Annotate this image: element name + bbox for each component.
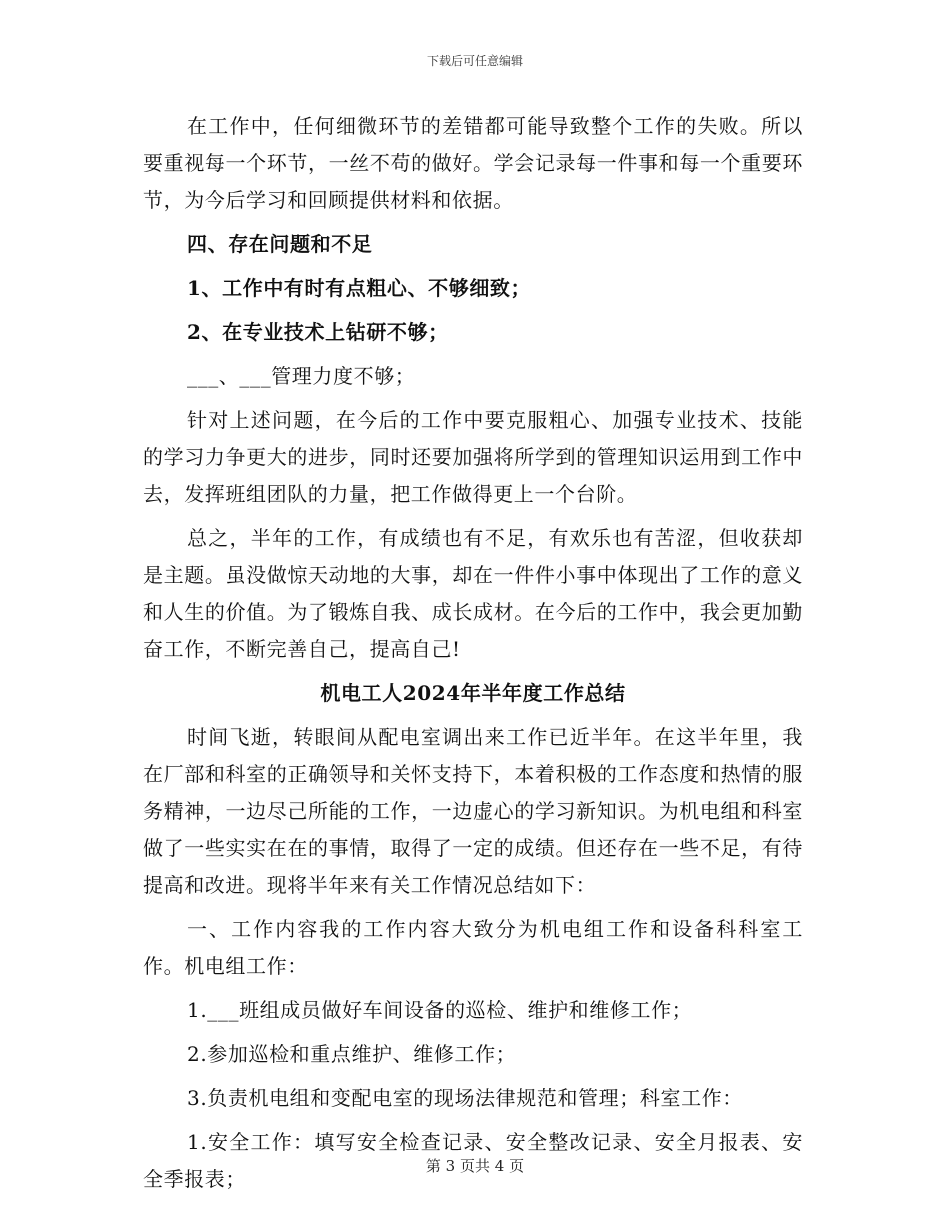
work-item-2: 2.参加巡检和重点维护、维修工作； bbox=[187, 1042, 517, 1066]
paragraph-conclusion: 总之，半年的工作，有成绩也有不足，有欢乐也有苦涩，但收获却是主题。虽没做惊天动地的大事，却在一件件小事中体现出了工作的意义和人生的价值。为了锻炼自我、成长成材。在今后的工作中，我会更加勤奋工作，不断完善自己，提高自己! bbox=[143, 526, 803, 661]
section-heading-problems: 四、存在问题和不足 bbox=[187, 232, 373, 256]
paragraph-work-content: 一、工作内容我的工作内容大致分为机电组工作和设备科科室工作。机电组工作： bbox=[143, 917, 803, 978]
problem-item-1: 1、工作中有时有点粗心、不够细致； bbox=[187, 276, 532, 300]
work-item-1: 1.___班组成员做好车间设备的巡检、维护和维修工作； bbox=[187, 998, 693, 1022]
document-body bbox=[143, 108, 803, 1205]
paragraph-improvement: 针对上述问题，在今后的工作中要克服粗心、加强专业技术、技能的学习力争更大的进步，同时还要加强将所学到的管理知识运用到工作中去，发挥班组团队的力量，把工作做得更上一个台阶。 bbox=[143, 408, 803, 506]
paragraph-intro: 时间飞逝，转眼间从配电室调出来工作已近半年。在这半年里，我在厂部和科室的正确领导和关怀支持下，本着积极的工作态度和热情的服务精神，一边尽己所能的工作，一边虚心的学习新知识。为机电组和科室做了一些实实在在的事情，取得了一定的成绩。但还存在一些不足，有待提高和改进。现将半年来有关工作情况总结如下： bbox=[143, 725, 803, 897]
page-header: 下载后可任意编辑 bbox=[426, 54, 523, 68]
problem-item-3: ___、___管理力度不够； bbox=[187, 364, 416, 388]
problem-item-2: 2、在专业技术上钻研不够； bbox=[187, 320, 449, 344]
office-item-1: 1.安全工作：填写安全检查记录、安全整改记录、安全月报表、安全季报表； bbox=[143, 1130, 803, 1191]
paragraph-attention-to-detail: 在工作中，任何细微环节的差错都可能导致整个工作的失败。所以要重视每一个环节，一丝不苟的做好。学会记录每一件事和每一个重要环节，为今后学习和回顾提供材料和依据。 bbox=[143, 114, 803, 212]
page-footer: 第 3 页共 4 页 bbox=[425, 1157, 525, 1175]
document-title: 机电工人2024年半年度工作总结 bbox=[320, 681, 626, 705]
work-item-3: 3.负责机电组和变配电室的现场法律规范和管理；科室工作： bbox=[187, 1086, 743, 1110]
